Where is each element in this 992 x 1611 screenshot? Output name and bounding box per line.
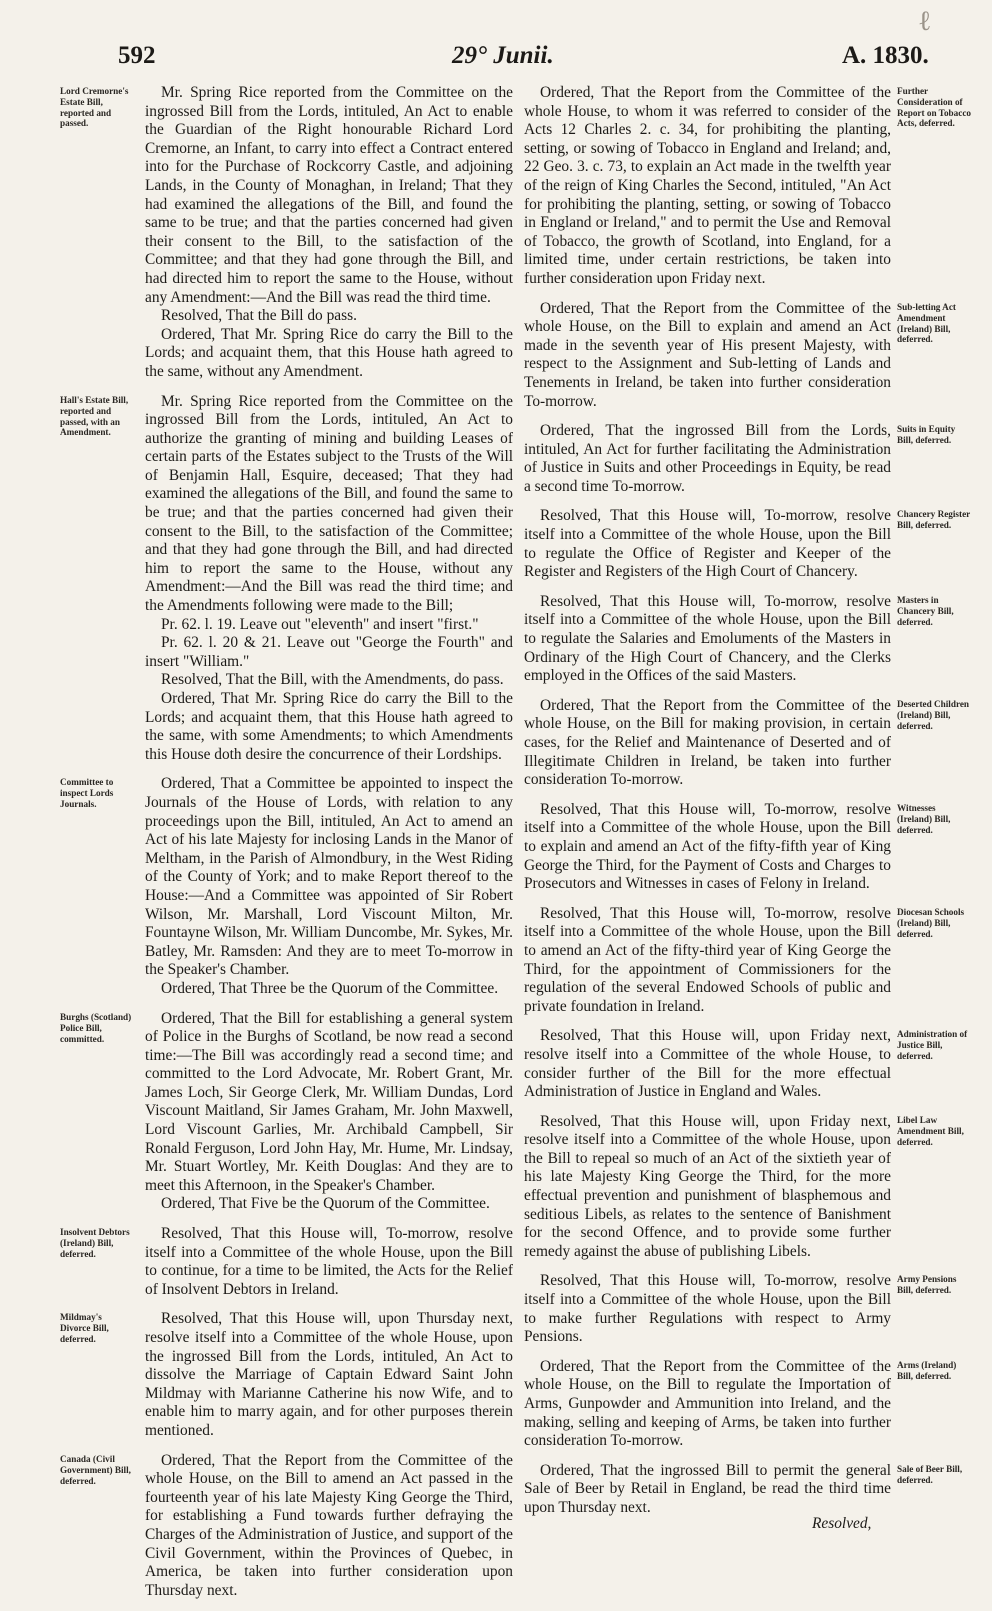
entry-paragraph: Ordered, That the Bill for establishing a general system of Police in the Burghs of Scotland, be now read a second time:—The Bill was accordingly read a second time; and committed to the Lord Advocate, Mr. Robert Grant, Mr. James Loch, Sir George Clerk, Mr. William Dundas, Lord Viscount Maitland, Sir James Graham, Mr. John Maxwell, Lord Viscount Garlies, Mr. Archibald Campbell, Sir Ronald Ferguson, Lord John Hay, Mr. Hume, Mr. Lindsay, Mr. Stuart Wortley, Mr. Keith Douglas: And they are to meet this Afternoon, in the Speaker's Chamber. bbox=[145, 1009, 513, 1194]
margin-note: Deserted Children (Ireland) Bill, deferred. bbox=[897, 699, 970, 731]
catchword: Resolved, bbox=[812, 1515, 872, 1532]
journal-entry bbox=[145, 1310, 513, 1440]
margin-note: Canada (Civil Government) Bill, deferred. bbox=[60, 1454, 131, 1486]
margin-note: Libel Law Amendment Bill, deferred. bbox=[897, 1115, 964, 1147]
margin-note: Burghs (Scotland) Police Bill, committed. bbox=[60, 1012, 132, 1044]
margin-note: Diocesan Schools (Ireland) Bill, deferred. bbox=[897, 907, 965, 939]
entry-paragraph: Resolved, That the Bill, with the Amendments, do pass. bbox=[161, 671, 504, 689]
margin-note: Suits in Equity Bill, deferred. bbox=[897, 424, 956, 445]
entry-paragraph: Ordered, That Mr. Spring Rice do carry the Bill to the Lords; and acquaint them, that this House hath agreed to the same, with some Amendments; to which Amendments this House doth desire the concurrence of their Lordships. bbox=[145, 690, 513, 763]
entry-paragraph: Resolved, That this House will, To-morrow, resolve itself into a Committee of the whole House, upon the Bill to continue, for a time to be limited, the Acts for the Relief of Insolvent Debtors in Ireland. bbox=[145, 1225, 513, 1298]
entry-paragraph: Ordered, That the Report from the Committee of the whole House, on the Bill for making provision, in certain cases, for the Relief and Maintenance of Deserted and of Illegitimate Children in Ireland, be taken into further consideration To-morrow. bbox=[524, 696, 891, 789]
margin-note: Sub-letting Act Amendment (Ireland) Bill, deferred. bbox=[897, 302, 956, 345]
margin-note: Committee to inspect Lords Journals. bbox=[60, 777, 114, 809]
journal-entry bbox=[524, 1272, 891, 1346]
entry-paragraph: Resolved, That this House will, To-morrow, resolve itself into a Committee of the whole House, upon the Bill to regulate the Salaries and Emoluments of the Masters in Ordinary of the High Court of Chancery, and the Clerks employed in the Offices of the said Masters. bbox=[524, 592, 891, 685]
journal-entry bbox=[524, 507, 891, 581]
page-number: 592 bbox=[118, 42, 156, 69]
entry-paragraph: Ordered, That Mr. Spring Rice do carry the Bill to the Lords; and acquaint them, that this House hath agreed to the same, without any Amendment. bbox=[145, 325, 513, 380]
entry-paragraph: Ordered, That Three be the Quorum of the Committee. bbox=[161, 979, 499, 997]
journal-entry bbox=[145, 84, 513, 382]
margin-note: Hall's Estate Bill, reported and passed, with an Amendment. bbox=[60, 395, 129, 438]
margin-note: Witnesses (Ireland) Bill, deferred. bbox=[897, 803, 951, 835]
margin-note: Mildmay's Divorce Bill, deferred. bbox=[60, 1312, 109, 1344]
margin-note: Army Pensions Bill, deferred. bbox=[897, 1274, 957, 1295]
journal-entry bbox=[524, 593, 891, 686]
entry-paragraph: Ordered, That Five be the Quorum of the Committee. bbox=[161, 1195, 490, 1213]
entry-paragraph: Resolved, That this House will, To-morrow, resolve itself into a Committee of the whole House, upon the Bill to amend an Act of the fifty-third year of King George the Third, for the appointment of Commissioners for the regulation of the several Endowed Schools of public and private foundation in Ireland. bbox=[524, 904, 891, 1015]
journal-entry bbox=[524, 1027, 891, 1101]
entry-paragraph: Mr. Spring Rice reported from the Committee on the ingrossed Bill from the Lords, intituled, An Act to authorize the granting of mining and building Leases of certain parts of the Estates subject to the Trusts of the Will of Benjamin Hall, Esquire, deceased; That they had examined the allegations of the Bill, and found the same to be true; and that the parties concerned had given their consent to the Bill, to the satisfaction of the Committee; and that they had gone through the Bill, and had directed him to report the same to the House, without any Amendment:—And the Bill was read the third time; and the Amendments following were made to the Bill; bbox=[145, 392, 513, 615]
entry-paragraph: Pr. 62. l. 19. Leave out "eleventh" and insert "first." bbox=[161, 615, 479, 633]
journal-entry bbox=[524, 697, 891, 790]
left-column bbox=[145, 84, 513, 1611]
entry-paragraph: Ordered, That the ingrossed Bill to permit the general Sale of Beer by Retail in England, be read the third time upon Thursday next. bbox=[524, 1461, 891, 1516]
entry-paragraph: Ordered, That a Committee be appointed to inspect the Journals of the House of Lords, with relation to any proceedings upon the Bill, intituled, An Act to amend an Act of his late Majesty for inclosing Lands in the Manor of Meltham, in the Parish of Almondbury, in the West Riding of the County of York; and to make Report thereof to the House:—And a Committee was appointed of Sir Robert Wilson, Mr. Marshall, Lord Viscount Milton, Mr. Fountayne Wilson, Mr. William Duncombe, Mr. Sykes, Mr. Batley, Mr. Ramsden: And they are to meet To-morrow in the Speaker's Chamber. bbox=[145, 775, 513, 979]
entry-paragraph: Ordered, That the Report from the Committee of the whole House, on the Bill to explain and amend an Act made in the seventh year of His present Majesty, with respect to the Assignment and Sub-letting of Lands and Tenements in Ireland, be taken into further consideration To-morrow. bbox=[524, 299, 891, 410]
margin-note: Masters in Chancery Bill, deferred. bbox=[897, 595, 954, 627]
page-date: 29° Junii. bbox=[452, 42, 554, 69]
journal-entry bbox=[524, 1113, 891, 1262]
margin-note: Sale of Beer Bill, deferred. bbox=[897, 1464, 963, 1485]
margin-note: Chancery Register Bill, deferred. bbox=[897, 509, 971, 530]
margin-note: Arms (Ireland) Bill, deferred. bbox=[897, 1360, 957, 1381]
entry-paragraph: Ordered, That the Report from the Committee of the whole House, on the Bill to regulate the Importation of Arms, Gunpowder and Ammunition into Ireland, and the making, selling and keeping of Arms, be taken into further consideration To-morrow. bbox=[524, 1357, 891, 1450]
entry-paragraph: Mr. Spring Rice reported from the Committee on the ingrossed Bill from the Lords, intituled, An Act to enable the Guardian of the Right honourable Richard Lord Cremorne, an Infant, to carry into effect a Contract entered into for the Purchase of Rockcorry Castle, and adjoining Lands, in the County of Monaghan, in Ireland; That they had examined the allegations of the Bill, and found the same to be true; and that the parties concerned had given their consent to the Bill, to the satisfaction of the Committee; and that they had gone through the Bill, and had directed him to report the same to the House, without any Amendment:—And the Bill was read the third time. bbox=[145, 84, 513, 306]
entry-paragraph: Resolved, That this House will, To-morrow, resolve itself into a Committee of the whole House, upon the Bill to make further Regulations with respect to Army Pensions. bbox=[524, 1272, 891, 1346]
journal-entry bbox=[524, 905, 891, 1017]
journal-entry bbox=[524, 801, 891, 894]
corner-pencil-mark: ℓ bbox=[918, 6, 932, 37]
journal-entry bbox=[145, 1452, 513, 1601]
entry-paragraph: Ordered, That the ingrossed Bill from the Lords, intituled, An Act for further facilitating the Administration of Justice in Suits and other Proceedings in Equity, be read a second time To-morrow. bbox=[524, 422, 891, 495]
journal-entry bbox=[145, 393, 513, 765]
entry-paragraph: Resolved, That this House will, upon Friday next, resolve itself into a Committee of the whole House, to consider further of the Bill for the more effectual Administration of Justice in England and Wales. bbox=[524, 1027, 891, 1101]
journal-entry bbox=[524, 300, 891, 412]
margin-note: Administration of Justice Bill, deferred. bbox=[897, 1029, 968, 1061]
entry-paragraph: Resolved, That this House will, upon Friday next, resolve itself into a Committee of the whole House, upon the Bill to repeal so much of an Act of the sixtieth year of his late Majesty King George the Third, for the more effectual prevention and punishment of blasphemous and seditious Libels, as relates to the sentence of Banishment for the second Offence, and to provide some further remedy against the abuse of publishing Libels. bbox=[524, 1112, 891, 1260]
entry-paragraph: Ordered, That the Report from the Committee of the whole House, to whom it was referred to consider of the Acts 12 Charles 2. c. 34, for prohibiting the planting, setting, or sowing of Tobacco in England and Ireland; and, 22 Geo. 3. c. 73, to explain an Act made in the twelfth year of the reign of King Charles the Second, intituled, "An Act for prohibiting the planting, setting, or sowing of Tobacco in England or Ireland," and to permit the Use and Removal of Tobacco, the growth of Scotland, into England, for a limited time, under certain restrictions, be taken into further consideration upon Friday next. bbox=[524, 84, 891, 287]
entry-paragraph: Ordered, That the Report from the Committee of the whole House, on the Bill to amend an Act passed in the fourteenth year of his late Majesty King George the Third, for establishing a Fund towards further defraying the Charges of the Administration of Justice, and support of the Civil Government, within the Provinces of Quebec, in America, be taken into further consideration upon Thursday next. bbox=[145, 1451, 513, 1599]
journal-entry bbox=[145, 775, 513, 998]
entry-paragraph: Resolved, That the Bill do pass. bbox=[161, 307, 357, 325]
entry-paragraph: Resolved, That this House will, To-morrow, resolve itself into a Committee of the whole House, upon the Bill to explain and amend an Act of the fifty-fifth year of King George the Third, for the Payment of Costs and Charges to Prosecutors and Witnesses in cases of Felony in Ireland. bbox=[524, 800, 891, 893]
right-column bbox=[524, 84, 891, 1529]
journal-entry bbox=[524, 1462, 891, 1518]
journal-entry bbox=[524, 84, 891, 289]
journal-entry bbox=[524, 422, 891, 496]
journal-entry bbox=[145, 1225, 513, 1299]
margin-note: Further Consideration of Report on Tobacco Acts, deferred. bbox=[897, 86, 972, 129]
margin-note: Insolvent Debtors (Ireland) Bill, deferred. bbox=[60, 1227, 130, 1259]
journal-entry bbox=[524, 1358, 891, 1451]
journal-entry bbox=[145, 1010, 513, 1215]
margin-note: Lord Cremorne's Estate Bill, reported and passed. bbox=[60, 86, 129, 129]
entry-paragraph: Resolved, That this House will, To-morrow, resolve itself into a Committee of the whole House, upon the Bill to regulate the Office of Register and Keeper of the Register and Registers of the High Court of Chancery. bbox=[524, 507, 891, 581]
entry-paragraph: Resolved, That this House will, upon Thursday next, resolve itself into a Committee of the whole House, upon the ingrossed Bill from the Lords, intituled, An Act to dissolve the Marriage of Captain Edward Saint John Mildmay with Marianne Catherine his now Wife, and to enable him to marry again, and for other purposes therein mentioned. bbox=[145, 1310, 513, 1439]
page-header bbox=[0, 42, 992, 82]
entry-paragraph: Pr. 62. l. 20 & 21. Leave out "George the Fourth" and insert "William." bbox=[145, 634, 513, 670]
page-year: A. 1830. bbox=[842, 42, 929, 69]
